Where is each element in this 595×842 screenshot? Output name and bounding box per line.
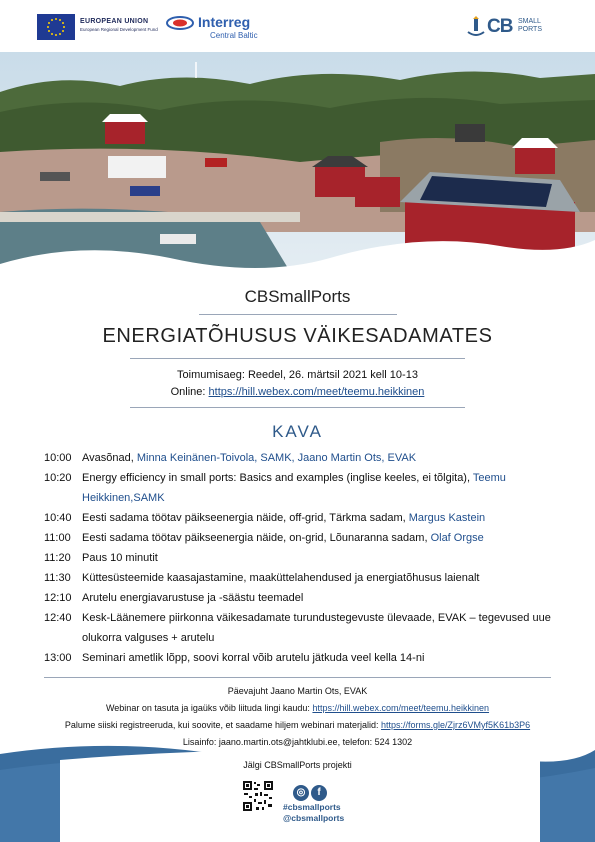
agenda-speaker: Margus Kastein — [408, 512, 486, 524]
header — [0, 0, 595, 52]
agenda-desc: Paus 10 minutit — [82, 552, 158, 564]
agenda-text — [82, 648, 559, 668]
agenda-text — [82, 528, 559, 548]
eu-title: EUROPEAN UNION — [80, 18, 149, 25]
agenda-text — [82, 608, 559, 648]
agenda-desc: Seminari ametlik lõpp, soovi korral võib arutelu jätkuda veel kella 14-ni — [82, 652, 425, 664]
moderator-line: Päevajuht Jaano Martin Ots, EVAK — [227, 686, 368, 696]
agenda-time: 13:00 — [44, 652, 72, 664]
online-line — [0, 386, 595, 398]
agenda-text — [82, 568, 559, 588]
agenda-list — [44, 448, 559, 668]
webinar-link[interactable]: https://hill.webex.com/meet/teemu.heikkinen — [312, 703, 490, 713]
agenda-time: 11:00 — [44, 532, 71, 544]
project-title: CBSmallPorts — [244, 287, 351, 306]
agenda-desc: Eesti sadama töötav päikseenergia näide, off-grid, Tärkma sadam, — [82, 512, 409, 524]
agenda-text — [82, 548, 559, 568]
divider — [130, 407, 465, 408]
agenda-item — [44, 528, 559, 548]
agenda-time: 12:40 — [44, 612, 72, 624]
agenda-speaker: Minna Keinänen-Toivola, SAMK, Jaano Martin Ots, EVAK — [136, 452, 417, 464]
agenda-desc: Energy efficiency in small ports: Basics and examples (inglise keeles, ei tõlgita), — [82, 472, 473, 484]
contact-line: Lisainfo: jaano.martin.ots@jahtklubi.ee, telefon: 524 1302 — [182, 737, 413, 747]
online-link[interactable]: https://hill.webex.com/meet/teemu.heikkinen — [208, 386, 425, 398]
agenda-time: 10:20 — [44, 472, 72, 484]
interreg-name: Interreg — [198, 14, 251, 30]
agenda-time: 11:30 — [44, 572, 71, 584]
interreg-icon — [166, 16, 194, 30]
hashtag: #cbsmallports — [283, 802, 341, 812]
cbsp-cb-text: CB — [487, 16, 513, 37]
agenda-text — [82, 448, 559, 468]
social-handles — [283, 802, 344, 824]
agenda-item — [44, 608, 559, 648]
eu-logo-text — [80, 18, 158, 32]
agenda-desc: Avasõnad, — [82, 452, 137, 464]
divider — [199, 314, 397, 315]
agenda-time: 10:00 — [44, 452, 72, 464]
cbsmallports-logo — [466, 14, 566, 40]
agenda-speaker: Olaf Orgse — [430, 532, 484, 544]
agenda-item — [44, 648, 559, 668]
divider — [44, 677, 551, 678]
agenda-time: 12:10 — [44, 592, 72, 604]
agenda-time: 10:40 — [44, 512, 72, 524]
agenda-item — [44, 448, 559, 468]
webinar-text: Webinar on tasuta ja igaüks võib liituda lingi kaudu: — [105, 703, 313, 713]
register-link[interactable]: https://forms.gle/Zjrz6VMyf5K61b3P6 — [381, 720, 531, 730]
social-icons — [293, 782, 353, 801]
handle: @cbsmallports — [283, 813, 345, 823]
cbsp-small-line2: PORTS — [518, 26, 542, 33]
qr-code-icon[interactable] — [242, 780, 274, 812]
eu-flag-icon — [37, 14, 75, 40]
agenda-item — [44, 468, 559, 508]
agenda-text — [82, 508, 559, 528]
cbsp-small-text — [518, 18, 542, 34]
agenda-text — [82, 588, 559, 608]
harbour-photo — [0, 52, 595, 288]
agenda-item — [44, 508, 559, 528]
register-text: Palume siiski registreeruda, kui soovite, et saadame hiljem webinari materjalid: — [64, 720, 382, 730]
divider — [130, 358, 465, 359]
interreg-subtitle: Central Baltic — [210, 31, 258, 40]
eu-subtitle: European Regional Development Fund — [80, 27, 158, 32]
agenda-text — [82, 468, 559, 508]
agenda-item — [44, 568, 559, 588]
follow-text: Jälgi CBSmallPorts projekti — [243, 760, 352, 770]
agenda-title: KAVA — [272, 422, 323, 441]
agenda-speaker: Teemu Heikkinen,SAMK — [82, 472, 506, 504]
online-label: Online: — [170, 386, 206, 398]
event-date: Toimumisaeg: Reedel, 26. märtsil 2021 kell 10-13 — [177, 369, 418, 381]
agenda-desc: Kesk-Läänemere piirkonna väikesadamate turundustegevuste ülevaade, EVAK – tegevused uue olukorra valguses + arutelu — [82, 612, 551, 644]
agenda-desc: Eesti sadama töötav päikseenergia näide, on-grid, Lõunaranna sadam, — [82, 532, 431, 544]
agenda-desc: Arutelu energiavarustuse ja -säästu teemadel — [82, 592, 304, 604]
agenda-item — [44, 548, 559, 568]
agenda-desc: Küttesüsteemide kaasajastamine, maaküttelahendused ja energiatõhusus laienalt — [82, 572, 480, 584]
register-line — [0, 717, 595, 734]
agenda-item — [44, 588, 559, 608]
cbsp-small-line1: SMALL — [518, 18, 541, 25]
event-title: ENERGIATÕHUSUS VÄIKESADAMATES — [102, 325, 493, 347]
anchor-lighthouse-icon — [466, 16, 486, 38]
facebook-icon[interactable]: f — [311, 785, 327, 801]
agenda-time: 11:20 — [44, 552, 71, 564]
instagram-icon[interactable]: ◎ — [293, 785, 309, 801]
webinar-line — [0, 700, 595, 717]
